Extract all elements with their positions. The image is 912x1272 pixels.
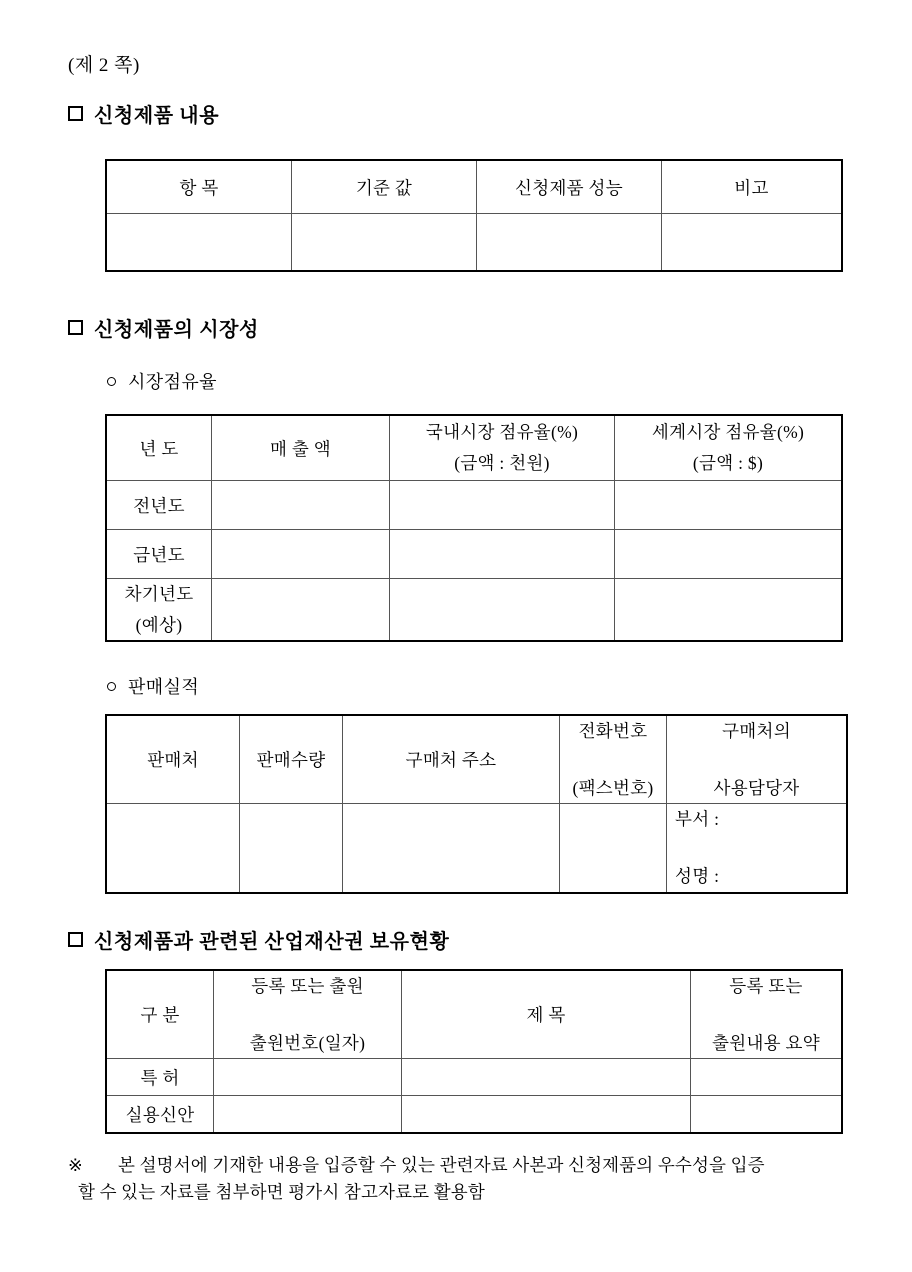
cell-registration-number[interactable] bbox=[214, 1059, 402, 1096]
table-row bbox=[106, 579, 842, 642]
header-cell-year: 년 도 bbox=[106, 415, 212, 481]
table-market-share bbox=[105, 414, 843, 642]
header-line-1: 등록 또는 출원 bbox=[251, 976, 364, 996]
cell-buyer-address[interactable] bbox=[343, 804, 560, 893]
section-heading-label: 신청제품 내용 bbox=[94, 105, 220, 127]
footnote-body bbox=[68, 1155, 868, 1206]
header-cell-item: 항 목 bbox=[106, 160, 292, 214]
header-cell-title: 제 목 bbox=[402, 970, 691, 1059]
table-header-row bbox=[106, 715, 847, 804]
cell-sales-amount[interactable] bbox=[212, 579, 390, 642]
row-label-line-2: (예상) bbox=[135, 614, 183, 635]
cell-global-share[interactable] bbox=[615, 481, 843, 530]
header-line-1: 전화번호 bbox=[578, 721, 648, 741]
cell-registration-number[interactable] bbox=[214, 1096, 402, 1134]
cell-registration-summary[interactable] bbox=[691, 1096, 843, 1134]
cell-title[interactable] bbox=[402, 1096, 691, 1134]
table-header-row bbox=[106, 415, 842, 481]
header-line-1: 세계시장 점유율(%) bbox=[651, 422, 805, 443]
header-cell-buyer-contact-person bbox=[667, 715, 848, 804]
table-row bbox=[106, 1059, 842, 1096]
sub-item-label: 시장점유율 bbox=[128, 372, 217, 392]
checkbox-square-icon bbox=[68, 106, 83, 121]
header-cell-registration-number bbox=[214, 970, 402, 1059]
section-heading-ip-rights bbox=[68, 925, 449, 954]
header-cell-phone-number bbox=[560, 715, 667, 804]
section-heading-label: 신청제품의 시장성 bbox=[94, 319, 259, 341]
bullet-circle-icon bbox=[107, 682, 116, 691]
header-cell-category: 구 분 bbox=[106, 970, 214, 1059]
sub-item-market-share bbox=[107, 368, 217, 394]
table-sales-record bbox=[105, 714, 848, 894]
row-label-next-year bbox=[106, 579, 212, 642]
cell-global-share[interactable] bbox=[615, 579, 843, 642]
header-cell-sales-quantity: 판매수량 bbox=[240, 715, 343, 804]
header-cell-remarks: 비고 bbox=[662, 160, 843, 214]
header-line-2: 사용담당자 bbox=[713, 777, 800, 798]
footnote-line-2: 할 수 있는 자료를 첨부하면 평가시 참고자료로 활용함 bbox=[78, 1182, 485, 1203]
cell-remarks[interactable] bbox=[662, 214, 843, 272]
cell-phone-number[interactable] bbox=[560, 804, 667, 893]
table-row bbox=[106, 214, 842, 272]
cell-global-share[interactable] bbox=[615, 530, 843, 579]
footnote-mark-icon: ※ bbox=[68, 1155, 83, 1175]
row-label-patent: 특 허 bbox=[106, 1059, 214, 1096]
cell-domestic-share[interactable] bbox=[390, 530, 615, 579]
header-line-2: (팩스번호) bbox=[572, 777, 654, 798]
table-header-row bbox=[106, 970, 842, 1059]
cell-domestic-share[interactable] bbox=[390, 579, 615, 642]
cell-registration-summary[interactable] bbox=[691, 1059, 843, 1096]
table-ip-rights bbox=[105, 969, 843, 1134]
row-label-current-year: 금년도 bbox=[106, 530, 212, 579]
checkbox-square-icon bbox=[68, 932, 83, 947]
cell-product-performance[interactable] bbox=[477, 214, 662, 272]
section-heading-label: 신청제품과 관련된 산업재산권 보유현황 bbox=[94, 931, 450, 953]
table-row bbox=[106, 530, 842, 579]
header-line-1: 구매처의 bbox=[722, 721, 791, 741]
sub-item-sales-record bbox=[107, 673, 199, 699]
header-cell-standard-value: 기준 값 bbox=[292, 160, 477, 214]
header-cell-product-performance: 신청제품 성능 bbox=[477, 160, 662, 214]
cell-item-value[interactable] bbox=[106, 214, 292, 272]
table-header-row bbox=[106, 160, 842, 214]
header-line-1: 국내시장 점유율(%) bbox=[425, 422, 579, 443]
table-product-spec bbox=[105, 159, 843, 272]
footnote-line-1: 본 설명서에 기재한 내용을 입증할 수 있는 관련자료 사본과 신청제품의 우수성을 입증 bbox=[118, 1155, 765, 1175]
cell-sales-quantity[interactable] bbox=[240, 804, 343, 893]
page-marker: (제 2 쪽) bbox=[68, 55, 140, 76]
cell-buyer[interactable] bbox=[106, 804, 240, 893]
sub-item-label: 판매실적 bbox=[128, 677, 200, 697]
bullet-circle-icon bbox=[107, 377, 116, 386]
row-label-line-1: 차기년도 bbox=[124, 584, 194, 604]
cell-buyer-contact-person[interactable] bbox=[667, 804, 848, 893]
header-cell-buyer-address: 구매처 주소 bbox=[343, 715, 560, 804]
row-label-previous-year: 전년도 bbox=[106, 481, 212, 530]
table-row bbox=[106, 481, 842, 530]
header-cell-buyer: 판매처 bbox=[106, 715, 240, 804]
cell-standard-value[interactable] bbox=[292, 214, 477, 272]
section-heading-product-spec bbox=[68, 99, 219, 128]
checkbox-square-icon bbox=[68, 320, 83, 335]
table-row bbox=[106, 1096, 842, 1134]
header-line-2: (금액 : $) bbox=[692, 453, 764, 473]
header-cell-global-share bbox=[615, 415, 843, 481]
footnote bbox=[68, 1152, 868, 1206]
header-cell-sales-amount: 매 출 액 bbox=[212, 415, 390, 481]
row-label-utility-model: 실용신안 bbox=[106, 1096, 214, 1134]
header-line-2: 출원내용 요약 bbox=[712, 1032, 820, 1053]
section-heading-marketability bbox=[68, 313, 259, 342]
table-row bbox=[106, 804, 847, 893]
cell-sales-amount[interactable] bbox=[212, 530, 390, 579]
contact-label-name: 성명 : bbox=[675, 865, 720, 886]
cell-title[interactable] bbox=[402, 1059, 691, 1096]
header-line-2: (금액 : 천원) bbox=[454, 453, 550, 473]
header-line-2: 출원번호(일자) bbox=[249, 1032, 366, 1053]
cell-domestic-share[interactable] bbox=[390, 481, 615, 530]
cell-sales-amount[interactable] bbox=[212, 481, 390, 530]
header-line-1: 등록 또는 bbox=[729, 976, 803, 996]
header-cell-domestic-share bbox=[390, 415, 615, 481]
header-cell-registration-summary bbox=[691, 970, 843, 1059]
contact-label-department: 부서 : bbox=[675, 809, 720, 830]
